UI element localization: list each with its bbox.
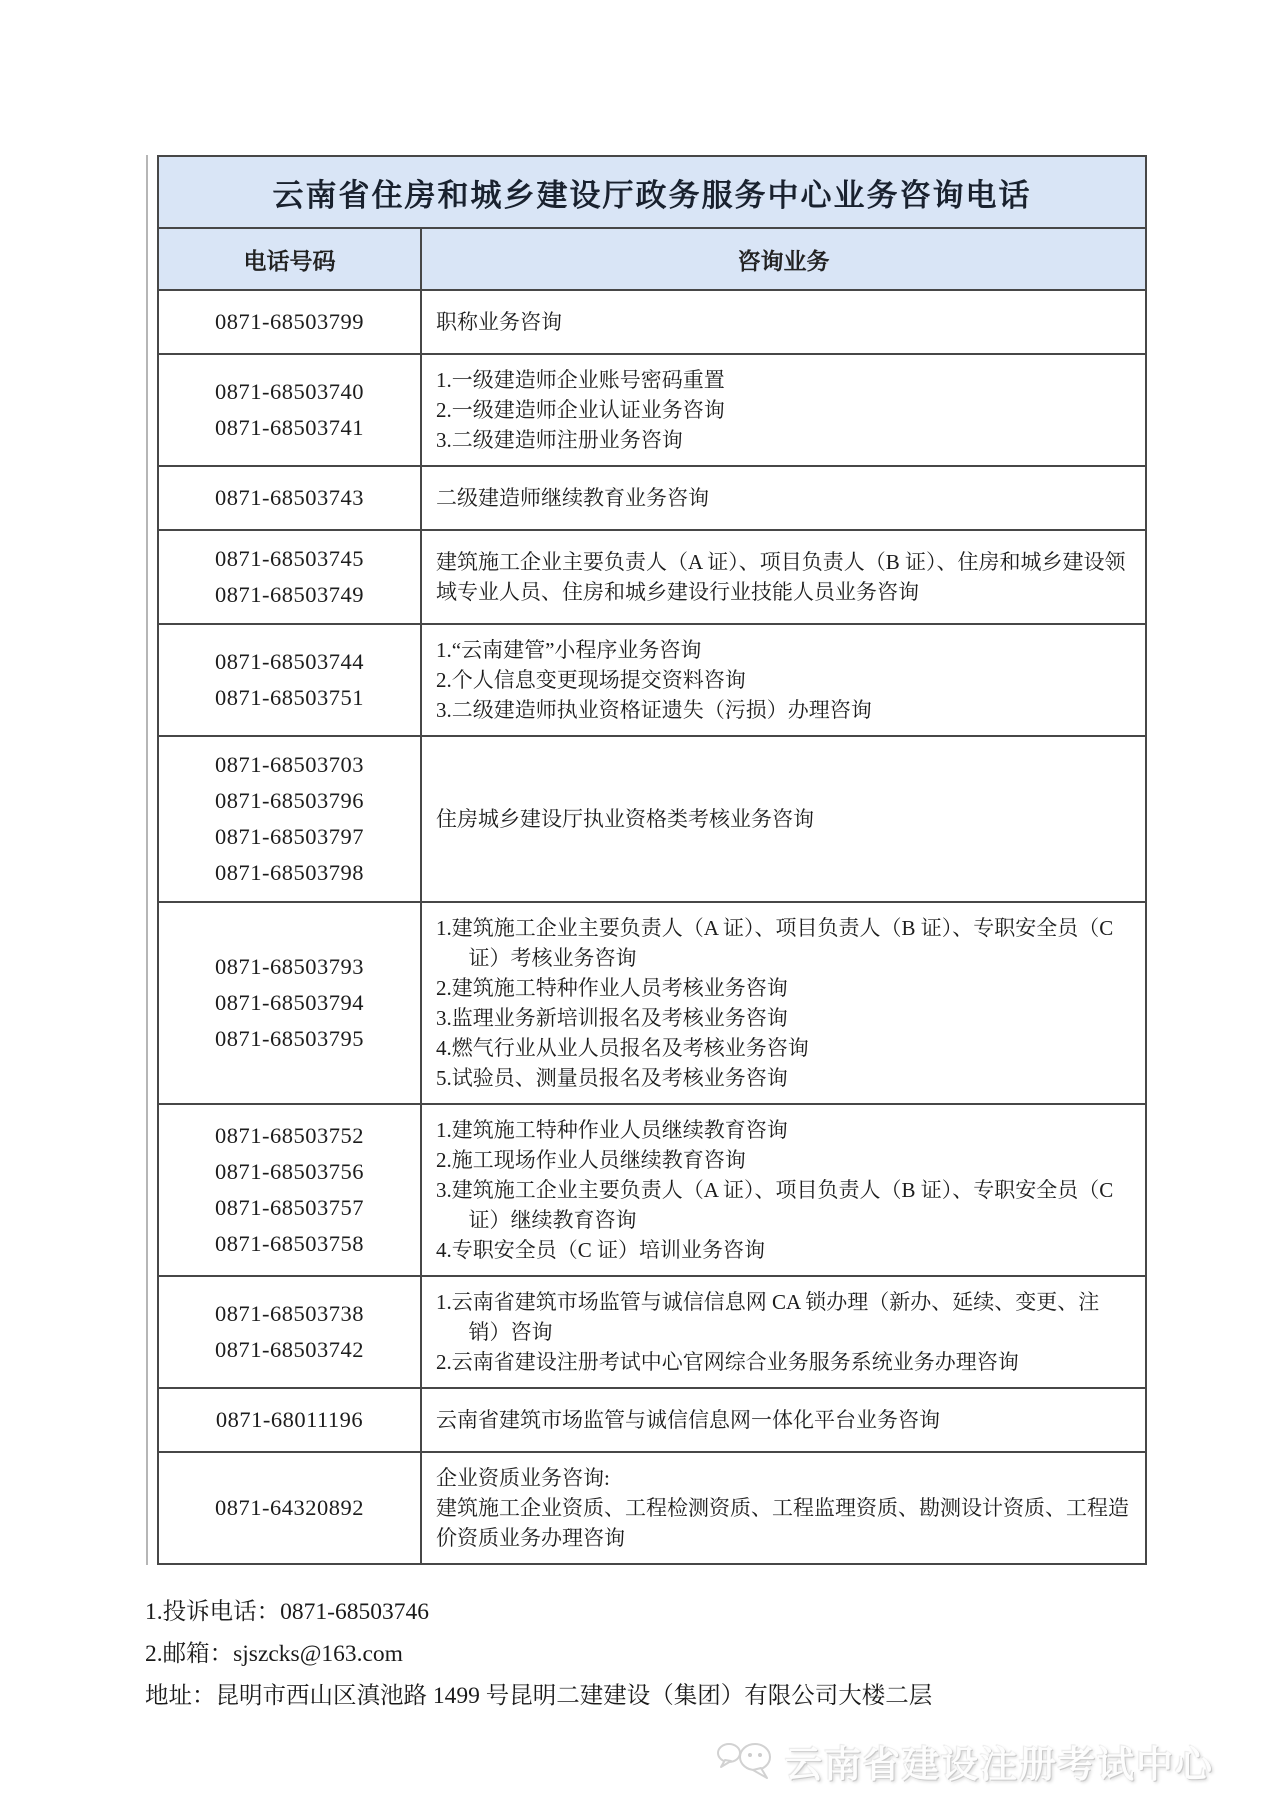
- complaint-phone-line: 1.投诉电话：0871-68503746: [145, 1599, 429, 1625]
- phone-number: 0871-68503798: [215, 860, 364, 885]
- phone-number: 0871-68011196: [215, 1407, 364, 1432]
- service-description: 2.施工现场作业人员继续教育咨询: [436, 1148, 746, 1172]
- service-description: 住房城乡建设厅执业资格类考核业务咨询: [436, 807, 814, 831]
- table-row: [158, 1452, 1146, 1564]
- phone-numbers-cell: [158, 466, 421, 530]
- watermark-text: 云南省建设注册考试中心: [785, 1745, 1214, 1786]
- service-description: 1.“云南建管”小程序业务咨询: [436, 638, 702, 662]
- service-description: 3.二级建造师执业资格证遗失（污损）办理咨询: [436, 698, 872, 722]
- services-cell: [421, 1452, 1146, 1564]
- service-description: 职称业务咨询: [436, 310, 562, 334]
- phone-number: 0871-68503799: [215, 309, 364, 334]
- phone-numbers-cell: [158, 530, 421, 624]
- phone-numbers-cell: [158, 624, 421, 736]
- watermark: [715, 1734, 1214, 1788]
- phone-number: 0871-68503751: [215, 685, 364, 710]
- service-description: 4.燃气行业从业人员报名及考核业务咨询: [436, 1036, 809, 1060]
- column-header-phone: 电话号码: [158, 228, 421, 290]
- phone-numbers-cell: [158, 1388, 421, 1452]
- service-description: 2.个人信息变更现场提交资料咨询: [436, 668, 746, 692]
- services-cell: [421, 624, 1146, 736]
- services-cell: [421, 290, 1146, 354]
- phone-number: 0871-68503797: [215, 824, 364, 849]
- phone-numbers-cell: [158, 354, 421, 466]
- services-cell: [421, 1104, 1146, 1276]
- table-row: [158, 1104, 1146, 1276]
- phone-number: 0871-68503741: [215, 415, 364, 440]
- address-line: 地址：昆明市西山区滇池路 1499 号昆明二建建设（集团）有限公司大楼二层: [145, 1683, 933, 1709]
- phone-directory-table: [157, 155, 1147, 1565]
- table-row: [158, 1388, 1146, 1452]
- phone-numbers-cell: [158, 1452, 421, 1564]
- footer-notes: [145, 1591, 1280, 1717]
- phone-numbers-cell: [158, 902, 421, 1104]
- scan-edge-line: [146, 155, 148, 1565]
- table-header-row: [158, 228, 1146, 290]
- table-row: [158, 466, 1146, 530]
- services-cell: [421, 530, 1146, 624]
- service-description: 3.监理业务新培训报名及考核业务咨询: [436, 1006, 788, 1030]
- services-cell: [421, 1276, 1146, 1388]
- table-row: [158, 902, 1146, 1104]
- table-row: [158, 354, 1146, 466]
- column-header-service: 咨询业务: [421, 228, 1146, 290]
- page-title: 云南省住房和城乡建设厅政务服务中心业务咨询电话: [158, 156, 1146, 228]
- table-row: [158, 530, 1146, 624]
- phone-numbers-cell: [158, 1276, 421, 1388]
- phone-table-wrapper: [157, 155, 1145, 1565]
- phone-number: 0871-68503796: [215, 788, 364, 813]
- phone-number: 0871-68503703: [215, 752, 364, 777]
- services-cell: [421, 1388, 1146, 1452]
- service-description: 3.建筑施工企业主要负责人（A 证）、项目负责人（B 证）、专职安全员（C 证）继续教育咨询: [436, 1178, 1114, 1232]
- service-description: 建筑施工企业主要负责人（A 证）、项目负责人（B 证）、住房和城乡建设领域专业人员、住房和城乡建设行业技能人员业务咨询: [436, 550, 1126, 604]
- service-description: 1.云南省建筑市场监管与诚信信息网 CA 锁办理（新办、延续、变更、注销）咨询: [436, 1290, 1100, 1344]
- chat-bubbles-icon: [715, 1737, 779, 1785]
- service-description: 企业资质业务咨询:: [436, 1466, 610, 1490]
- service-description: 1.建筑施工特种作业人员继续教育咨询: [436, 1118, 788, 1142]
- table-row: [158, 736, 1146, 902]
- phone-number: 0871-68503740: [215, 379, 364, 404]
- service-description: 建筑施工企业资质、工程检测资质、工程监理资质、勘测设计资质、工程造价资质业务办理咨询: [436, 1496, 1129, 1550]
- table-title-row: [158, 156, 1146, 228]
- phone-number: 0871-68503794: [215, 990, 364, 1015]
- phone-numbers-cell: [158, 1104, 421, 1276]
- services-cell: [421, 354, 1146, 466]
- service-description: 云南省建筑市场监管与诚信信息网一体化平台业务咨询: [436, 1408, 940, 1432]
- phone-number: 0871-68503742: [215, 1337, 364, 1362]
- phone-numbers-cell: [158, 736, 421, 902]
- table-row: [158, 624, 1146, 736]
- email-line: 2.邮箱：sjszcks@163.com: [145, 1641, 403, 1667]
- service-description: 5.试验员、测量员报名及考核业务咨询: [436, 1066, 788, 1090]
- phone-table-body: [158, 156, 1146, 1564]
- phone-number: 0871-68503744: [215, 649, 364, 674]
- phone-number: 0871-68503756: [215, 1159, 364, 1184]
- phone-number: 0871-68503795: [215, 1026, 364, 1051]
- service-description: 二级建造师继续教育业务咨询: [436, 486, 709, 510]
- phone-numbers-cell: [158, 290, 421, 354]
- services-cell: [421, 736, 1146, 902]
- service-description: 2.一级建造师企业认证业务咨询: [436, 398, 725, 422]
- services-cell: [421, 902, 1146, 1104]
- phone-number: 0871-68503749: [215, 582, 364, 607]
- service-description: 4.专职安全员（C 证）培训业务咨询: [436, 1238, 766, 1262]
- phone-number: 0871-68503745: [215, 546, 364, 571]
- services-cell: [421, 466, 1146, 530]
- phone-number: 0871-68503738: [215, 1301, 364, 1326]
- phone-number: 0871-68503752: [215, 1123, 364, 1148]
- table-row: [158, 1276, 1146, 1388]
- service-description: 1.建筑施工企业主要负责人（A 证）、项目负责人（B 证）、专职安全员（C 证）考核业务咨询: [436, 916, 1114, 970]
- phone-number: 0871-68503758: [215, 1231, 364, 1256]
- phone-number: 0871-68503793: [215, 954, 364, 979]
- service-description: 2.建筑施工特种作业人员考核业务咨询: [436, 976, 788, 1000]
- service-description: 3.二级建造师注册业务咨询: [436, 428, 683, 452]
- phone-number: 0871-68503743: [215, 485, 364, 510]
- service-description: 1.一级建造师企业账号密码重置: [436, 368, 725, 392]
- phone-number: 0871-68503757: [215, 1195, 364, 1220]
- table-row: [158, 290, 1146, 354]
- phone-number: 0871-64320892: [215, 1495, 364, 1520]
- service-description: 2.云南省建设注册考试中心官网综合业务服务系统业务办理咨询: [436, 1350, 1019, 1374]
